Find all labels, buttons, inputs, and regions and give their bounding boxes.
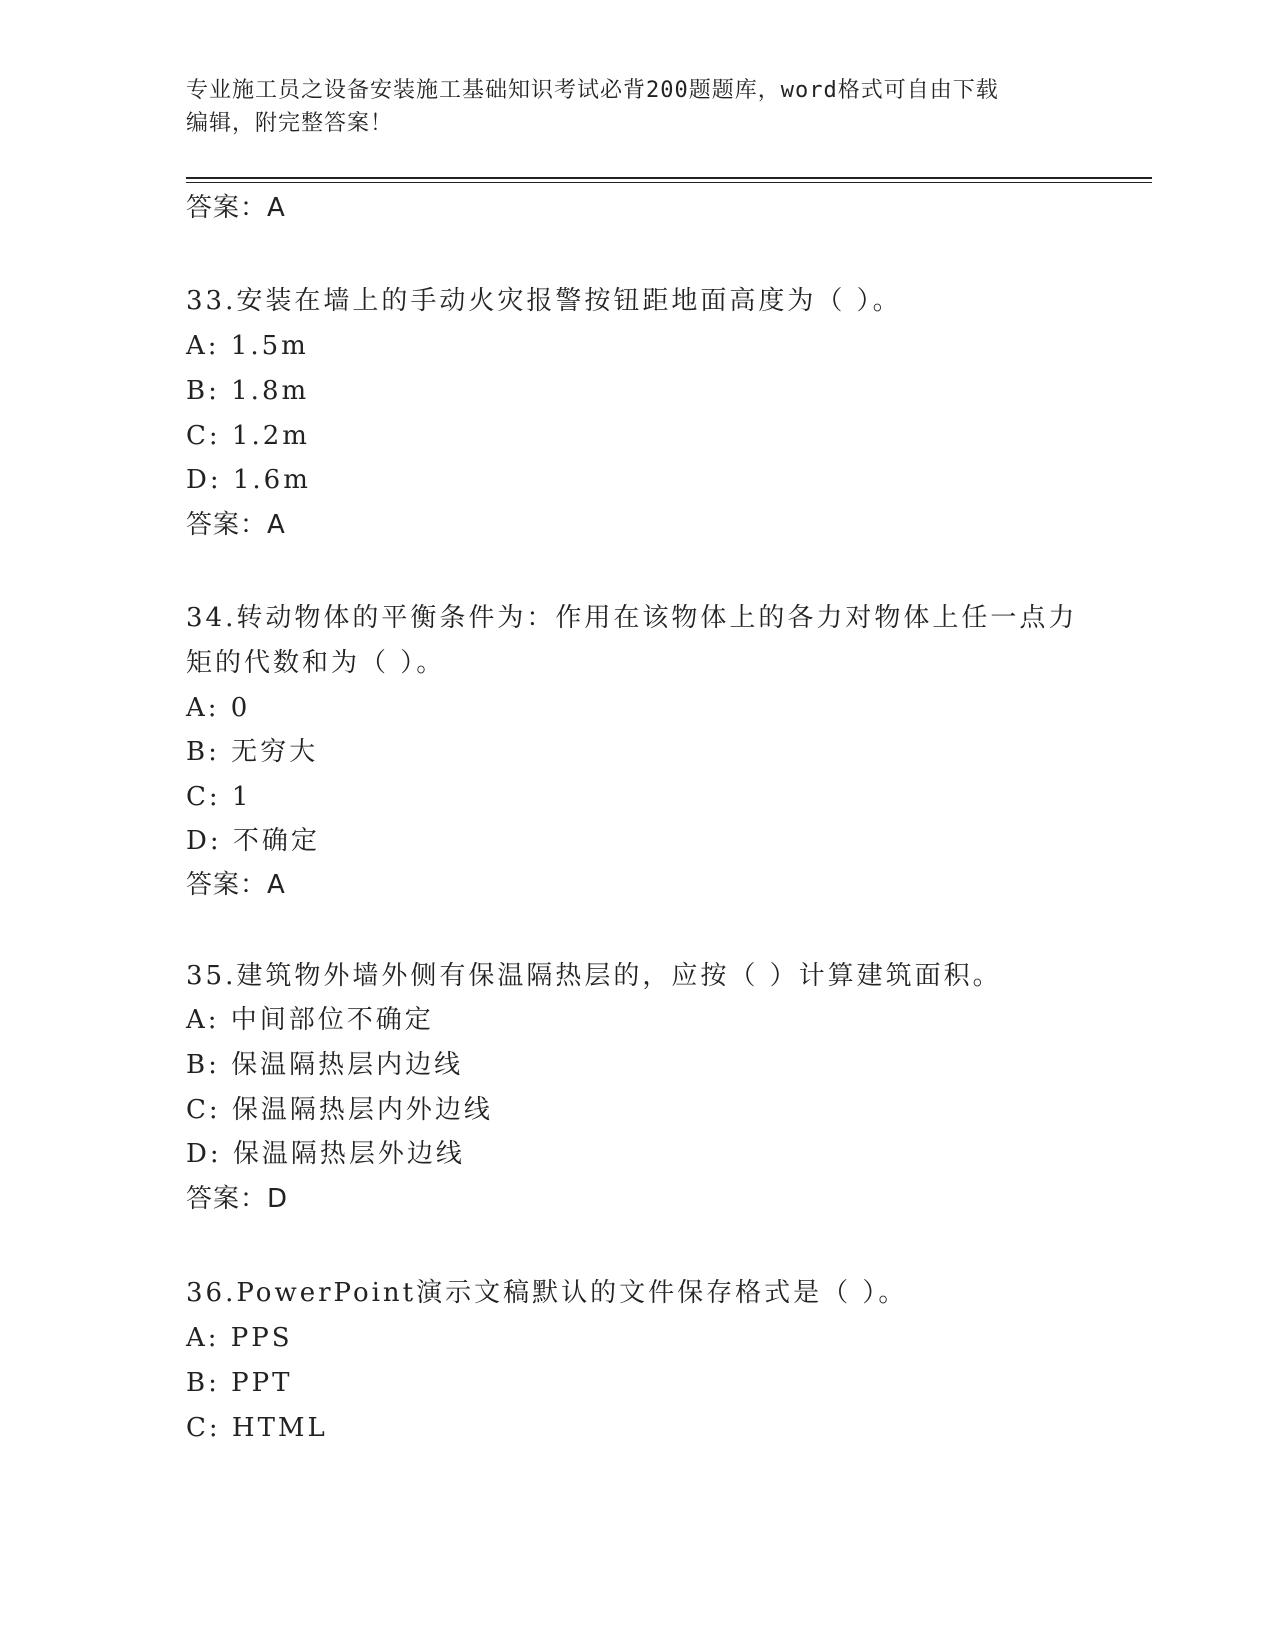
question-33-option-b: B: 1.8m bbox=[186, 376, 310, 406]
question-33-text: 33.安装在墙上的手动火灾报警按钮距地面高度为（ ）。 bbox=[186, 286, 902, 316]
question-33-option-c: C: 1.2m bbox=[186, 421, 310, 451]
previous-answer: 答案：A bbox=[186, 193, 286, 223]
question-33-option-a: A: 1.5m bbox=[186, 331, 309, 361]
question-34-text-line-1: 34.转动物体的平衡条件为：作用在该物体上的各力对物体上任一点力 bbox=[186, 603, 1078, 633]
question-36-option-b: B: PPT bbox=[186, 1368, 293, 1398]
question-33-answer: 答案：A bbox=[186, 510, 286, 540]
question-34-option-d: D: 不确定 bbox=[186, 826, 320, 856]
question-35-option-c: C: 保温隔热层内外边线 bbox=[186, 1095, 493, 1125]
question-36-option-c: C: HTML bbox=[186, 1413, 328, 1443]
question-34-text-line-2: 矩的代数和为（ ）。 bbox=[186, 648, 446, 678]
question-35-option-b: B: 保温隔热层内边线 bbox=[186, 1050, 464, 1080]
header-rule-thin bbox=[186, 182, 1152, 183]
question-34-option-c: C: 1 bbox=[186, 782, 252, 812]
document-header bbox=[186, 74, 1066, 140]
header-line-2: 编辑，附完整答案！ bbox=[186, 111, 394, 136]
question-35-answer: 答案：D bbox=[186, 1184, 289, 1214]
question-34-option-a: A: 0 bbox=[186, 693, 251, 723]
header-rule-thick bbox=[186, 177, 1152, 179]
question-35-text: 35.建筑物外墙外侧有保温隔热层的，应按（ ）计算建筑面积。 bbox=[186, 961, 1002, 991]
header-line-1: 专业施工员之设备安装施工基础知识考试必背200题题库，word格式可自由下载 bbox=[186, 78, 999, 103]
question-34-answer: 答案：A bbox=[186, 870, 286, 900]
question-33-option-d: D: 1.6m bbox=[186, 465, 311, 495]
question-34-option-b: B: 无穷大 bbox=[186, 737, 319, 767]
question-35-option-a: A: 中间部位不确定 bbox=[186, 1005, 434, 1035]
question-36-text: 36.PowerPoint演示文稿默认的文件保存格式是（ ）。 bbox=[186, 1278, 908, 1308]
question-35-option-d: D: 保温隔热层外边线 bbox=[186, 1139, 465, 1169]
question-36-option-a: A: PPS bbox=[186, 1323, 293, 1353]
